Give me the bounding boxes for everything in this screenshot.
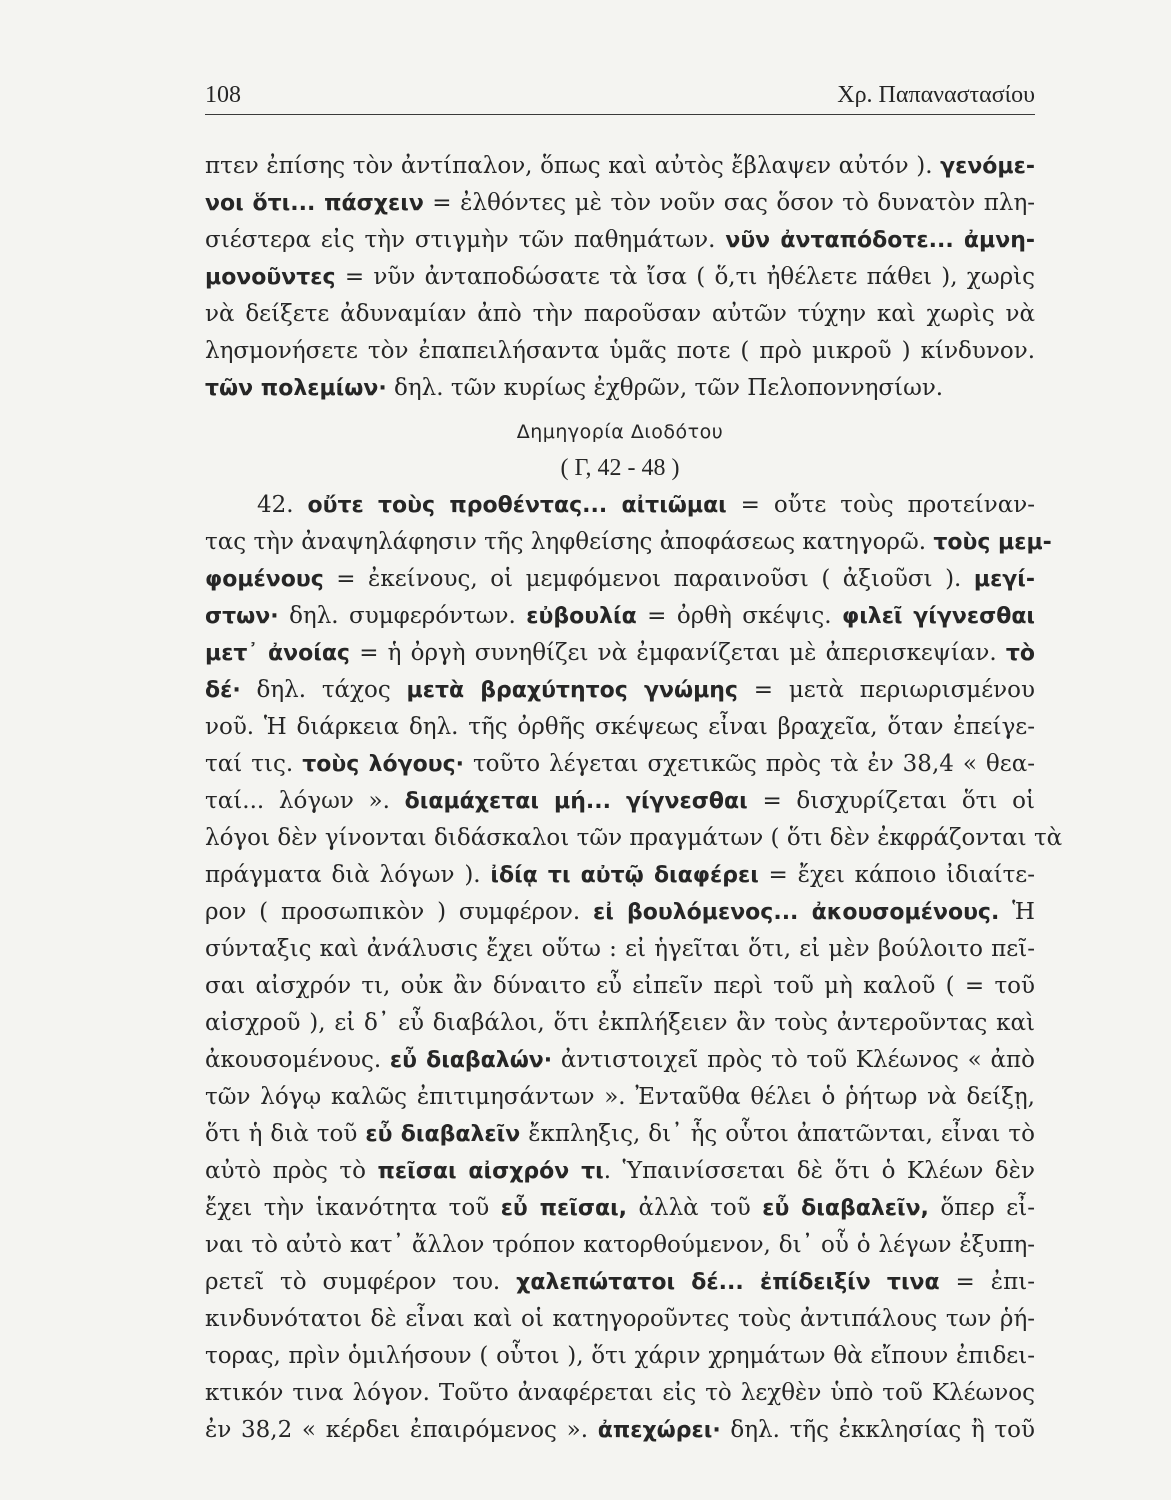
text-span: = νῦν ἀνταποδώσατε τὰ ἴσα ( ὅ,τι ἠθέλετε πάθει ), χωρὶς xyxy=(335,264,1035,290)
text-span: σύνταξις καὶ ἀνάλυσις ἔχει οὕτω : εἰ ἡγεῖται ὅτι, εἰ μὲν βούλοιτο πεῖ- xyxy=(205,936,1035,962)
bold-lemma: νῦν ἀνταπόδοτε... ἀμνη- xyxy=(725,228,1035,253)
text-span: ἀλλὰ τοῦ xyxy=(627,1195,763,1221)
text-line xyxy=(205,820,1063,857)
text-span: λησμονήσετε τὸν ἐπαπειλήσαντα ὑμᾶς ποτε ( πρὸ μικροῦ ) κίνδυνον. xyxy=(205,338,1035,364)
text-line xyxy=(205,1190,1035,1227)
text-span: = ἐλθόντες μὲ τὸν νοῦν σας ὅσον τὸ δυνατὸν πλη- xyxy=(423,190,1035,216)
text-span: πτεν ἐπίσης τὸν ἀντίπαλον, ὅπως καὶ αὐτὸς ἔβλαψεν αὐτόν ). xyxy=(205,153,941,179)
bold-lemma: ἀπεχώρει· xyxy=(597,1418,721,1443)
text-span: = ὀρθὴ σκέψις. xyxy=(636,603,842,629)
bold-lemma: τοὺς λόγους· xyxy=(302,752,464,777)
text-span: ἐν 38,2 « κέρδει ἐπαιρόμενος ». xyxy=(205,1417,598,1443)
text-span: νοῦ. Ἡ διάρκεια δηλ. τῆς ὀρθῆς σκέψεως εἶναι βραχεῖα, ὅταν ἐπείγε- xyxy=(205,714,1035,740)
text-line xyxy=(205,487,1035,524)
text-span: = ἡ ὀργὴ συνηθίζει νὰ ἐμφανίζεται μὲ ἀπερισκεψίαν. xyxy=(349,640,1006,666)
text-line xyxy=(205,1116,1035,1153)
bold-lemma: εὖ διαβαλεῖν xyxy=(365,1122,521,1147)
text-span: Ἡ xyxy=(999,899,1035,925)
bold-lemma: τὸ xyxy=(1005,641,1036,666)
text-line xyxy=(205,1005,1035,1042)
bold-lemma: στων· xyxy=(205,604,279,629)
text-span: πράγματα διὰ λόγων ). xyxy=(205,862,491,888)
text-line xyxy=(205,635,1035,672)
text-span: . Ὑπαινίσσεται δὲ ὅτι ὁ Κλέων δὲν xyxy=(603,1158,1035,1184)
text-span: κτικόν τινα λόγον. Τοῦτο ἀναφέρεται εἰς τὸ λεχθὲν ὑπὸ τοῦ Κλέωνος xyxy=(205,1380,1035,1406)
text-line xyxy=(205,524,1052,561)
text-line xyxy=(205,185,1035,222)
text-span: = ἐπι- xyxy=(939,1269,1035,1295)
text-line xyxy=(205,598,1035,635)
text-span: = δισχυρίζεται ὅτι οἱ xyxy=(747,788,1036,814)
text-span: λόγοι δὲν γίνονται διδάσκαλοι τῶν πραγμάτων ( ὅτι δὲν ἐκφράζονται τὰ xyxy=(205,825,1063,851)
bold-lemma: μετ᾽ ἀνοίας xyxy=(205,641,350,666)
text-span: αἰσχροῦ ), εἰ δ᾽ εὖ διαβάλοι, ὅτι ἐκπλήξειεν ἂν τοὺς ἀντεροῦντας καὶ xyxy=(205,1010,1035,1036)
page-header xyxy=(205,78,1035,115)
text-span: ὅπερ εἶ- xyxy=(928,1195,1035,1221)
bold-lemma: οὔτε τοὺς προθέντας... αἰτιῶμαι xyxy=(307,493,727,518)
text-span: νὰ δείξετε ἀδυναμίαν ἀπὸ τὴν παροῦσαν αὐτῶν τύχην καὶ χωρὶς νὰ xyxy=(205,301,1035,327)
text-span: σαι αἰσχρόν τι, οὐκ ἂν δύναιτο εὖ εἰπεῖν περὶ τοῦ μὴ καλοῦ ( = τοῦ xyxy=(205,973,1035,999)
running-head: Χρ. Παπαναστασίου xyxy=(837,82,1035,108)
bold-lemma: εὖ πεῖσαι, xyxy=(500,1196,628,1221)
bold-lemma: φιλεῖ γίγνεσθαι xyxy=(841,604,1036,629)
bold-lemma: διαμάχεται μή... γίγνεσθαι xyxy=(404,789,748,814)
section-reference: ( Γ, 42 - 48 ) xyxy=(560,455,680,481)
bold-lemma: νοι ὅτι... πάσχειν xyxy=(205,191,424,216)
text-line xyxy=(205,222,1035,259)
bold-lemma: ἰδίᾳ τι αὐτῷ διαφέρει xyxy=(490,863,759,888)
text-line xyxy=(205,1227,1035,1264)
bold-lemma: φομένους xyxy=(205,567,324,592)
text-span: 42. xyxy=(257,492,308,518)
text-line xyxy=(205,672,1035,709)
text-span: τας τὴν ἀναψηλάφησιν τῆς ληφθείσης ἀποφάσεως κατηγορῶ. xyxy=(205,529,934,555)
text-span: ἀντιστοιχεῖ πρὸς τὸ τοῦ Κλέωνος « ἀπὸ xyxy=(552,1047,1035,1073)
text-line xyxy=(205,1042,1035,1079)
text-line xyxy=(205,1301,1035,1338)
body-text xyxy=(205,148,1063,1449)
text-span: = ἔχει κάποιο ἰδιαίτε- xyxy=(758,862,1035,888)
text-line xyxy=(205,783,1035,820)
text-span: ταί... λόγων ». xyxy=(205,788,405,814)
text-span: δηλ. τῆς ἐκκλησίας ἢ τοῦ xyxy=(720,1417,1035,1443)
paragraph-block-2 xyxy=(205,487,1063,1449)
text-span: ἀκουσομένους. xyxy=(205,1047,390,1073)
text-span: δηλ. συμφερόντων. xyxy=(278,603,527,629)
text-line xyxy=(205,968,1035,1005)
text-line xyxy=(205,148,1035,185)
text-line xyxy=(205,259,1035,296)
text-span: = οὔτε τοὺς προτείναν- xyxy=(726,492,1035,518)
text-line xyxy=(205,1412,1035,1449)
text-line xyxy=(205,370,1035,407)
text-line xyxy=(205,857,1035,894)
text-line xyxy=(205,296,1035,333)
text-span: δηλ. τῶν κυρίως ἐχθρῶν, τῶν Πελοποννησίων. xyxy=(386,375,944,401)
text-line xyxy=(205,746,1035,783)
text-span: ταί τις. xyxy=(205,751,303,777)
text-span: δηλ. τάχος xyxy=(240,677,407,703)
paragraph-block-1 xyxy=(205,148,1035,407)
text-line xyxy=(205,1338,1035,1375)
text-span: ἔχει τὴν ἱκανότητα τοῦ xyxy=(205,1195,501,1221)
text-line xyxy=(205,894,1035,931)
bold-lemma: γενόμε- xyxy=(940,154,1035,179)
text-line xyxy=(205,1375,1035,1412)
bold-lemma: μονοῦντες xyxy=(205,265,336,290)
text-span: ἔκπληξις, δι᾽ ἧς οὗτοι ἀπατῶνται, εἶναι τὸ xyxy=(520,1121,1035,1147)
text-span: τοῦτο λέγεται σχετικῶς πρὸς τὰ ἐν 38,4 « θεα- xyxy=(463,751,1035,777)
text-span: αὐτὸ πρὸς τὸ xyxy=(205,1158,378,1184)
text-line xyxy=(205,931,1035,968)
text-span: κινδυνότατοι δὲ εἶναι καὶ οἱ κατηγοροῦντες τοὺς ἀντιπάλους των ῥή- xyxy=(205,1306,1035,1332)
bold-lemma: εὖ διαβαλών· xyxy=(389,1048,553,1073)
bold-lemma: εἰ βουλόμενος... ἀκουσομένους. xyxy=(593,900,1000,925)
bold-lemma: δέ· xyxy=(205,678,241,703)
bold-lemma: μεγί- xyxy=(973,567,1035,592)
bold-lemma: πεῖσαι αἰσχρόν τι xyxy=(377,1159,604,1184)
bold-lemma: τῶν πολεμίων· xyxy=(205,376,387,401)
text-span: = μετὰ περιωρισμένου xyxy=(737,677,1035,703)
text-span: ρον ( προσωπικὸν ) συμφέρον. xyxy=(205,899,594,925)
text-line xyxy=(205,1264,1035,1301)
bold-lemma: εὐβουλία xyxy=(526,604,637,629)
bold-lemma: εὖ διαβαλεῖν, xyxy=(762,1196,929,1221)
text-span: ὅτι ἡ διὰ τοῦ xyxy=(205,1121,366,1147)
bold-lemma: τοὺς μεμ- xyxy=(933,530,1052,555)
text-span: ναι τὸ αὐτὸ κατ᾽ ἄλλον τρόπον κατορθούμενον, δι᾽ οὗ ὁ λέγων ἐξυπη- xyxy=(205,1232,1035,1258)
text-span: ρετεῖ τὸ συμφέρον του. xyxy=(205,1269,517,1295)
section-title: Δημηγορία Διοδότου xyxy=(516,421,724,443)
text-line xyxy=(205,709,1035,746)
bold-lemma: μετὰ βραχύτητος γνώμης xyxy=(406,678,738,703)
text-line xyxy=(205,333,1035,370)
text-span: σιέστερα εἰς τὴν στιγμὴν τῶν παθημάτων. xyxy=(205,227,726,253)
page-number: 108 xyxy=(205,82,241,108)
text-span: τῶν λόγῳ καλῶς ἐπιτιμησάντων ». Ἐνταῦθα θέλει ὁ ῥήτωρ νὰ δείξῃ, xyxy=(205,1084,1035,1110)
text-line xyxy=(205,561,1035,598)
text-line xyxy=(205,1153,1035,1190)
bold-lemma: χαλεπώτατοι δέ... ἐπίδειξίν τινα xyxy=(516,1270,940,1295)
text-span: = ἐκείνους, οἱ μεμφόμενοι παραινοῦσι ( ἀξιοῦσι ). xyxy=(323,566,974,592)
text-line xyxy=(205,1079,1035,1116)
text-span: τορας, πρὶν ὁμιλήσουν ( οὗτοι ), ὅτι χάριν χρημάτων θὰ εἴπουν ἐπιδει- xyxy=(205,1343,1035,1369)
